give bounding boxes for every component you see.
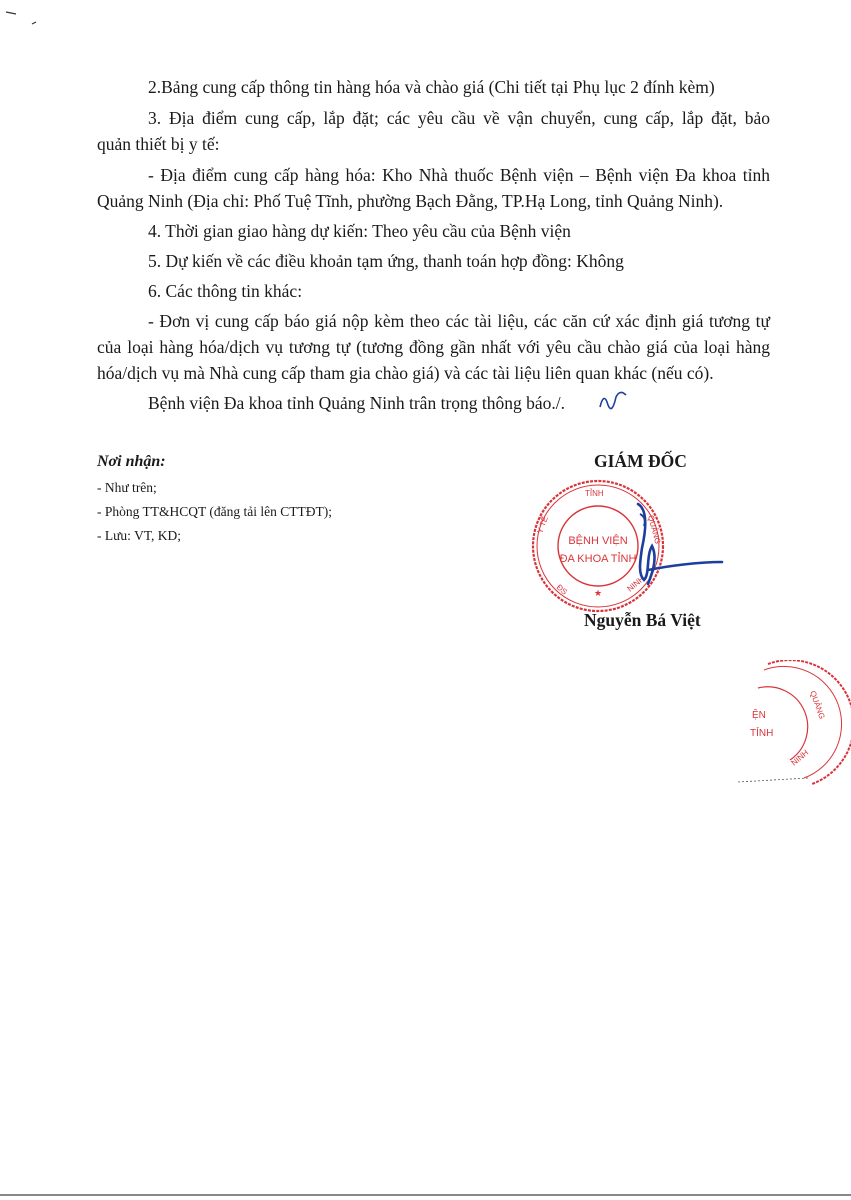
seal-ring-right: QUẢNG [646,514,663,545]
seal-ring-bottom-right: NINH [625,574,647,594]
partial-seal-ring-1: QUẢNG [808,689,827,721]
signatory-title: GIÁM ĐỐC [594,451,687,471]
item-6-text: 6. Các thông tin khác: [148,281,303,301]
initials-signature [596,385,636,415]
item-3-text-line2: quản thiết bị y tế: [97,134,220,154]
scan-bottom-edge [0,1194,851,1196]
recipient-item: - Như trên; [97,480,157,495]
item-4-text: 4. Thời gian giao hàng dự kiến: Theo yêu cầu của Bệnh viện [148,221,571,241]
recipients-label: Nơi nhận: [97,453,166,470]
seal-ring-bottom-left: ĐS [554,582,570,597]
item-3-text-line1: 3. Địa điểm cung cấp, lắp đặt; các yêu cầu về vận chuyển, cung cấp, lắp đặt, bảo [148,108,770,128]
item-6-sub-line1: - Đơn vị cung cấp báo giá nộp kèm theo các tài liệu, các căn cứ xác định giá tương tự [148,311,770,331]
director-signature [618,500,728,590]
seal-line-2: ĐA KHOA TỈNH [559,553,637,565]
partial-seal-text-1: ỆN [752,710,766,721]
item-5-text: 5. Dự kiến về các điều khoản tạm ứng, thanh toán hợp đồng: Không [148,251,624,271]
partial-seal-text-2: TỈNH [750,728,774,739]
seal-ring-top: TỈNH [585,489,604,498]
item-6-sub-line3: hóa/dịch vụ mà Nhà cung cấp tham gia chào giá) và các tài liệu liên quan khác (nếu có). [97,363,714,383]
item-3-sub-line2: Quảng Ninh (Địa chỉ: Phố Tuệ Tĩnh, phường Bạch Đằng, TP.Hạ Long, tỉnh Quảng Ninh). [97,191,724,211]
scan-artifact-mark [4,6,44,30]
signatory-name: Nguyễn Bá Việt [584,610,701,630]
item-6-sub-line2: của loại hàng hóa/dịch vụ tương tự (tương đồng gần nhất với yêu cầu chào giá của loại hàng [97,337,770,357]
seal-line-1: BỆNH VIỆN [568,535,628,547]
partial-seal-ring-2: NINH [789,748,811,768]
closing-statement: Bệnh viện Đa khoa tỉnh Quảng Ninh trân trọng thông báo./. [148,393,566,413]
recipient-item: - Lưu: VT, KD; [97,528,182,543]
partial-seal [738,660,851,790]
item-3-sub-line1: - Địa điểm cung cấp hàng hóa: Kho Nhà thuốc Bệnh viện – Bệnh viện Đa khoa tỉnh [148,165,770,185]
item-2-text: 2.Bảng cung cấp thông tin hàng hóa và chào giá (Chi tiết tại Phụ lục 2 đính kèm) [148,77,715,97]
seal-ring-left: Y TẾ [535,515,550,535]
recipient-item: - Phòng TT&HCQT (đăng tải lên CTTĐT); [97,504,332,519]
svg-text:★: ★ [593,588,603,598]
